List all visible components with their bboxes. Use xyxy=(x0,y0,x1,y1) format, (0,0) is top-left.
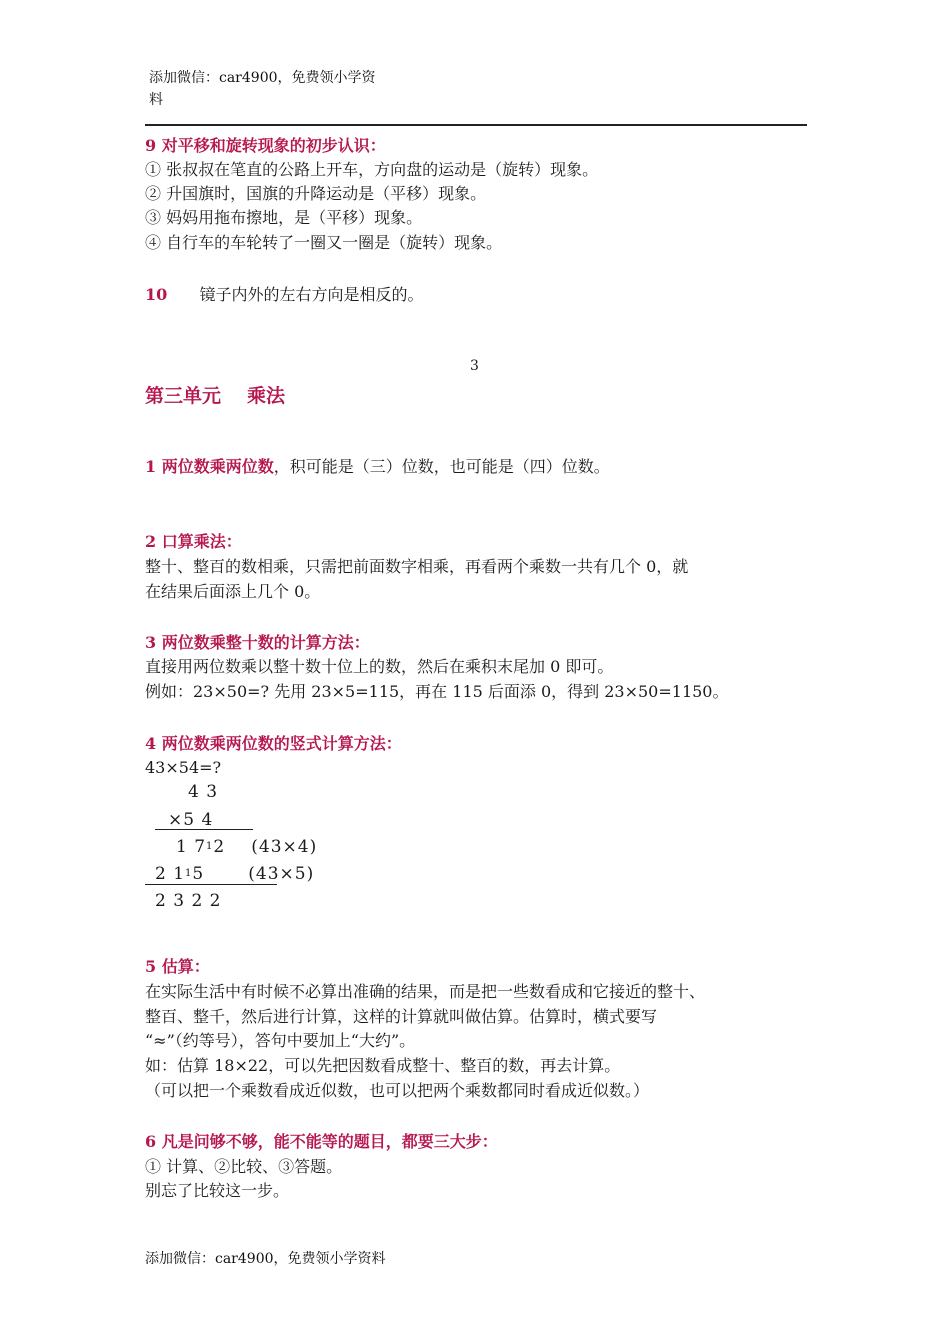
point-2-title: 2 口算乘法： xyxy=(145,532,242,551)
calc-partial-2-note: (43×5) xyxy=(248,864,315,884)
point-4-expression: 43×54=? xyxy=(145,758,222,777)
point-1-rest: ，积可能是（三）位数，也可能是（四）位数。 xyxy=(273,457,610,476)
section-9-item-2: ② 升国旗时，国旗的升降运动是（平移）现象。 xyxy=(145,184,487,203)
point-6-line-2: 别忘了比较这一步。 xyxy=(145,1181,290,1200)
section-10 xyxy=(145,283,423,307)
header-rule xyxy=(145,124,807,126)
section-10-number: 10 xyxy=(145,285,168,304)
point-5-line-4: 如：估算 18×22，可以先把因数看成整十、整百的数，再去计算。 xyxy=(145,1056,621,1075)
calc-partial-1-digits: 1 7 xyxy=(176,837,207,857)
calc-partial-1-carry: 1 xyxy=(206,841,214,852)
point-6-title: 6 凡是问够不够，能不能等的题目，都要三大步： xyxy=(145,1132,498,1151)
calc-row-product: 2 3 2 2 xyxy=(155,891,222,911)
calc-rule-2 xyxy=(145,884,277,885)
section-10-text: 镜子内外的左右方向是相反的。 xyxy=(199,285,424,304)
unit-title-name: 乘法 xyxy=(247,385,286,407)
point-6-line-1: ① 计算、②比较、③答题。 xyxy=(145,1157,343,1176)
point-2-line-1: 整十、整百的数相乘，只需把前面数字相乘，再看两个乘数一共有几个 0，就 xyxy=(145,557,689,576)
calc-partial-2-digits: 2 1 xyxy=(155,864,186,884)
section-9-title: 9 对平移和旋转现象的初步认识： xyxy=(145,136,386,155)
point-3-line-1: 直接用两位数乘以整十数十位上的数，然后在乘积末尾加 0 即可。 xyxy=(145,657,614,676)
point-1-bold: 1 两位数乘两位数 xyxy=(145,457,274,476)
unit-title xyxy=(145,381,285,408)
calc-partial-1-note: (43×4) xyxy=(251,837,318,857)
calc-row-multiplicand: 4 3 xyxy=(188,782,219,802)
calc-row-multiplier: ×5 4 xyxy=(168,810,214,830)
footer-watermark: 添加微信：car4900，免费领小学资料 xyxy=(145,1251,386,1267)
page-number: 3 xyxy=(470,358,479,374)
calc-partial-2-last: 5 xyxy=(192,864,205,884)
point-5-line-3: “≈”（约等号），答句中要加上“大约”。 xyxy=(145,1031,416,1050)
calc-partial-1-last: 2 xyxy=(213,837,226,857)
point-5-line-1: 在实际生活中有时候不必算出准确的结果，而是把一些数看成和它接近的整十、 xyxy=(145,982,706,1001)
calc-row-partial-1 xyxy=(176,835,317,862)
point-5-title: 5 估算： xyxy=(145,957,210,976)
point-3-title: 3 两位数乘整十数的计算方法： xyxy=(145,633,370,652)
calc-rule-1 xyxy=(155,829,253,830)
point-1 xyxy=(145,455,610,479)
header-watermark-line1: 添加微信：car4900，免费领小学资 xyxy=(149,70,376,86)
unit-title-label: 第三单元 xyxy=(145,385,222,407)
point-3-line-2: 例如：23×50=? 先用 23×5=115，再在 115 后面添 0，得到 23×50=1150。 xyxy=(145,682,729,701)
point-5-line-2: 整百、整千，然后进行计算，这样的计算就叫做估算。估算时，横式要写 xyxy=(145,1007,658,1026)
section-9-item-4: ④ 自行车的车轮转了一圈又一圈是（旋转）现象。 xyxy=(145,233,503,252)
point-2-line-2: 在结果后面添上几个 0。 xyxy=(145,582,321,601)
section-9-item-1: ① 张叔叔在笔直的公路上开车，方向盘的运动是（旋转）现象。 xyxy=(145,160,599,179)
calc-partial-2-carry: 1 xyxy=(185,868,193,879)
point-4-title: 4 两位数乘两位数的竖式计算方法： xyxy=(145,734,402,753)
point-5-line-5: （可以把一个乘数看成近似数，也可以把两个乘数都同时看成近似数。） xyxy=(145,1081,650,1100)
header-watermark-line2: 料 xyxy=(149,92,163,108)
section-9-item-3: ③ 妈妈用拖布擦地，是（平移）现象。 xyxy=(145,208,423,227)
